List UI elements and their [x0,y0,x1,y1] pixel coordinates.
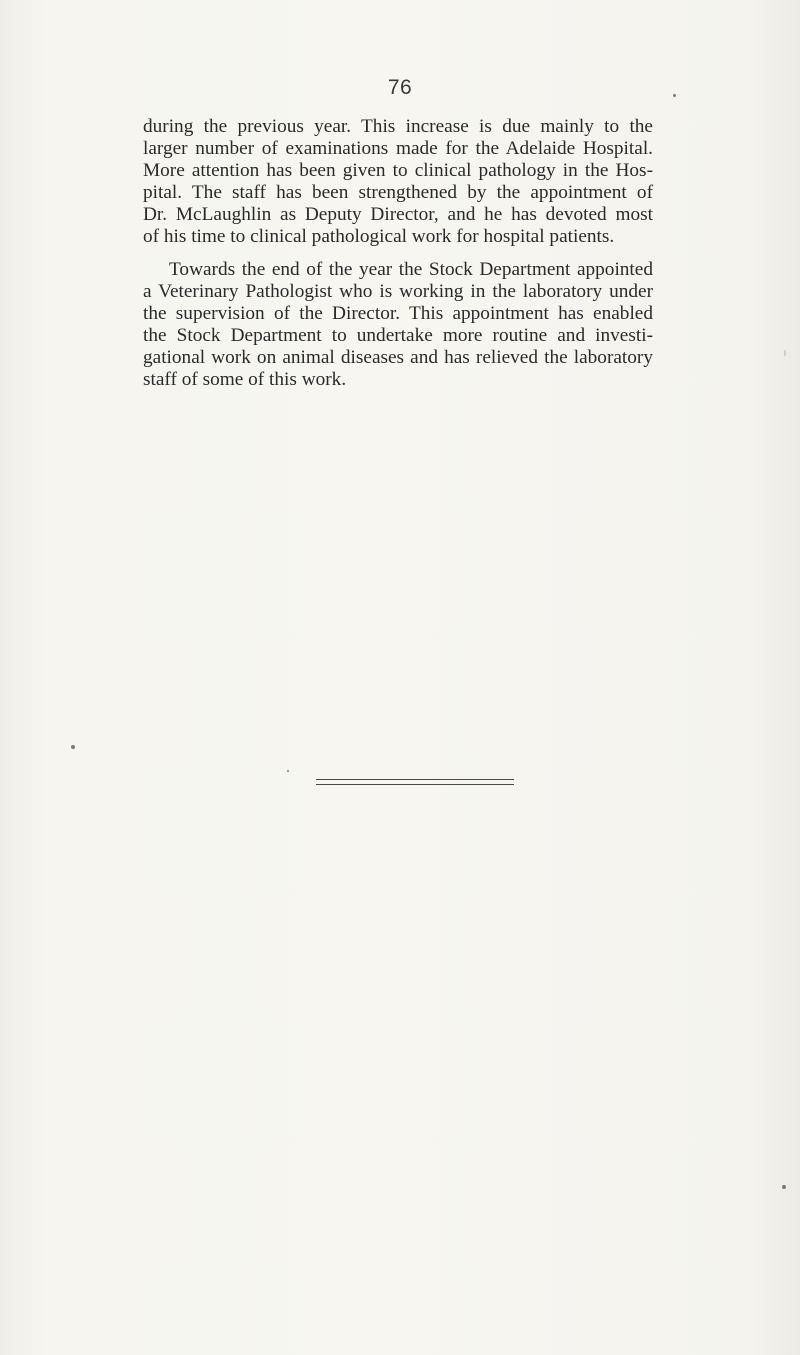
text-line: Towards the end of the year the Stock Department appointed [169,259,653,280]
text-line: a Veterinary Pathologist who is working in the laboratory under [143,281,653,302]
paper-speck [287,770,289,772]
text-line: the supervision of the Director. This appointment has enabled [143,303,653,324]
paragraph-2 [143,259,653,391]
section-divider-rule [316,784,514,785]
paper-speck [784,350,786,356]
text-line: staff of some of this work. [143,369,347,390]
page-number: 76 [387,76,413,99]
text-line: More attention has been given to clinical pathology in the Hos- [143,160,653,181]
text-line: the Stock Department to undertake more routine and investi- [143,325,653,346]
text-line: Dr. McLaughlin as Deputy Director, and he has devoted most [143,204,653,225]
paper-speck [673,94,676,97]
paper-speck [71,745,75,749]
section-divider-rule [316,779,514,780]
text-line: during the previous year. This increase is due mainly to the [143,116,653,137]
text-line: of his time to clinical pathological work for hospital patients. [143,226,615,247]
paragraph-1 [143,116,653,248]
text-line: pital. The staff has been strengthened by the appointment of [143,182,653,203]
body-text [143,116,653,402]
text-line: larger number of examinations made for the Adelaide Hospital. [143,138,653,159]
text-line: gational work on animal diseases and has relieved the laboratory [143,347,653,368]
paper-speck [782,1185,786,1189]
